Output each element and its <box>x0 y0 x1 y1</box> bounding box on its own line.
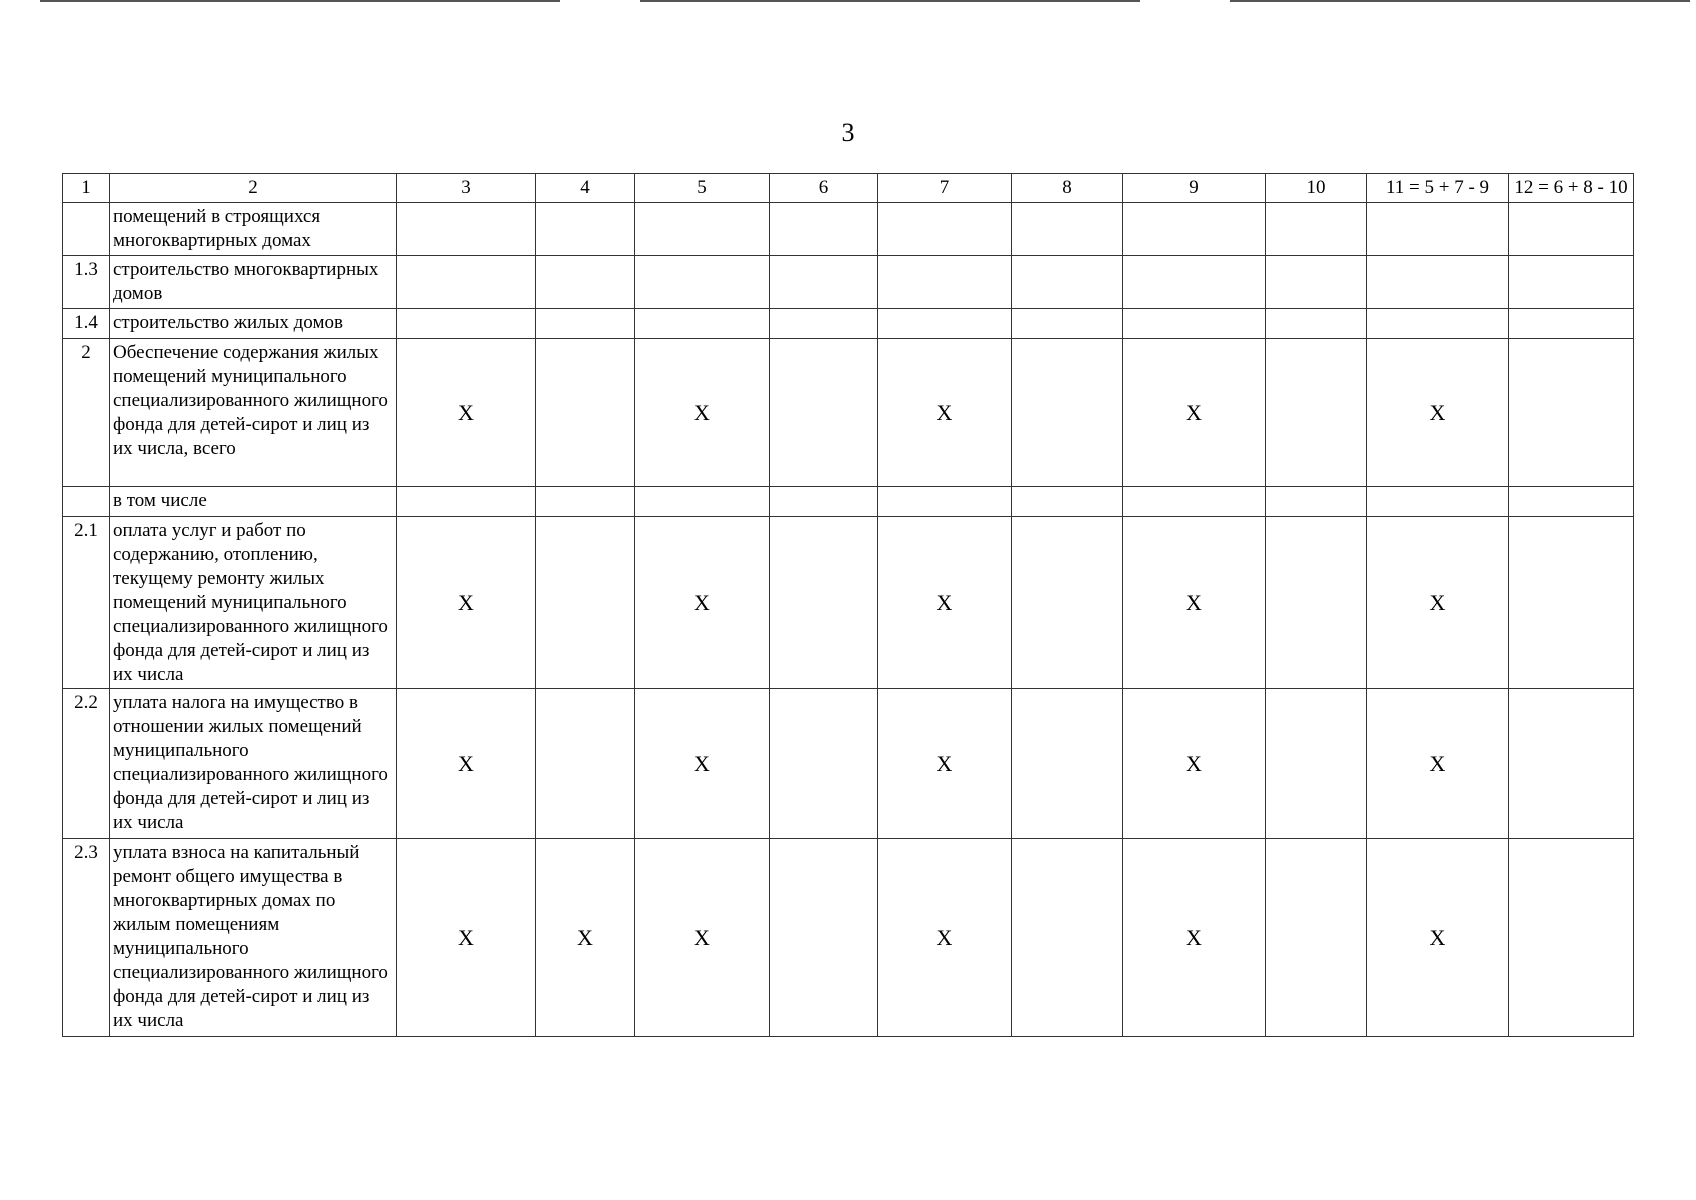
value-cell <box>1509 309 1634 339</box>
value-cell <box>536 689 635 839</box>
value-cell: Х <box>878 839 1012 1037</box>
value-cell <box>1367 203 1509 256</box>
value-cell <box>1123 203 1266 256</box>
row-number: 2 <box>63 339 110 487</box>
value-cell: Х <box>1123 689 1266 839</box>
table-row <box>63 256 1634 309</box>
row-label: строительство жилых домов <box>110 309 397 339</box>
value-cell <box>1123 309 1266 339</box>
value-cell <box>1509 339 1634 487</box>
value-cell <box>878 487 1012 517</box>
value-cell <box>1367 309 1509 339</box>
column-number-header-row <box>63 174 1634 203</box>
value-cell <box>635 256 770 309</box>
table-row <box>63 839 1634 1037</box>
value-cell <box>1012 339 1123 487</box>
scan-edge-line-left <box>40 0 560 2</box>
value-cell: Х <box>1123 517 1266 689</box>
table-row <box>63 487 1634 517</box>
value-cell <box>397 487 536 517</box>
table-row <box>63 203 1634 256</box>
row-number: 2.1 <box>63 517 110 689</box>
value-cell <box>1509 487 1634 517</box>
row-number <box>63 203 110 256</box>
value-cell <box>1266 309 1367 339</box>
column-header: 2 <box>110 174 397 203</box>
table-row <box>63 689 1634 839</box>
value-cell <box>635 487 770 517</box>
value-cell <box>1123 487 1266 517</box>
value-cell <box>770 689 878 839</box>
value-cell <box>1266 517 1367 689</box>
column-header: 3 <box>397 174 536 203</box>
value-cell: Х <box>1367 339 1509 487</box>
value-cell <box>1266 256 1367 309</box>
row-label: в том числе <box>110 487 397 517</box>
budget-table <box>62 173 1634 1037</box>
column-header: 10 <box>1266 174 1367 203</box>
value-cell <box>770 839 878 1037</box>
value-cell <box>1012 256 1123 309</box>
value-cell: Х <box>536 839 635 1037</box>
value-cell: Х <box>1367 689 1509 839</box>
value-cell: Х <box>878 689 1012 839</box>
row-number <box>63 487 110 517</box>
table-row <box>63 517 1634 689</box>
value-cell: Х <box>1123 839 1266 1037</box>
value-cell <box>536 203 635 256</box>
value-cell <box>536 487 635 517</box>
value-cell: Х <box>1367 839 1509 1037</box>
value-cell <box>1012 839 1123 1037</box>
value-cell <box>770 487 878 517</box>
column-header: 9 <box>1123 174 1266 203</box>
value-cell: Х <box>397 839 536 1037</box>
table-row <box>63 309 1634 339</box>
value-cell <box>635 203 770 256</box>
row-number: 2.3 <box>63 839 110 1037</box>
value-cell <box>1123 256 1266 309</box>
row-label: оплата услуг и работ по содержанию, отоплению, текущему ремонту жилых помещений муниципального специализированного жилищного фонда для детей-сирот и лиц из их числа <box>110 517 397 689</box>
column-header: 5 <box>635 174 770 203</box>
value-cell <box>397 203 536 256</box>
column-header: 6 <box>770 174 878 203</box>
value-cell <box>1266 487 1367 517</box>
row-label: уплата взноса на капитальный ремонт общего имущества в многоквартирных домах по жилым помещениям муниципального специализированного жилищного фонда для детей-сирот и лиц из их числа <box>110 839 397 1037</box>
value-cell <box>1012 203 1123 256</box>
value-cell: Х <box>878 339 1012 487</box>
value-cell <box>1266 839 1367 1037</box>
value-cell: Х <box>1367 517 1509 689</box>
value-cell <box>1367 256 1509 309</box>
value-cell <box>536 339 635 487</box>
scan-edge-line-center <box>640 0 1140 2</box>
value-cell <box>1012 309 1123 339</box>
value-cell: Х <box>397 689 536 839</box>
scan-edge-line-right <box>1230 0 1690 2</box>
value-cell <box>878 203 1012 256</box>
value-cell: Х <box>397 339 536 487</box>
value-cell <box>536 517 635 689</box>
value-cell <box>1367 487 1509 517</box>
value-cell <box>1012 689 1123 839</box>
row-label: Обеспечение содержания жилых помещений муниципального специализированного жилищного фонда для детей-сирот и лиц из их числа, всего <box>110 339 397 487</box>
value-cell: Х <box>635 517 770 689</box>
value-cell <box>1012 487 1123 517</box>
value-cell <box>770 256 878 309</box>
row-number: 1.3 <box>63 256 110 309</box>
column-header: 8 <box>1012 174 1123 203</box>
value-cell: Х <box>635 689 770 839</box>
column-header: 7 <box>878 174 1012 203</box>
value-cell <box>878 256 1012 309</box>
page-number: 3 <box>841 118 855 147</box>
column-header: 1 <box>63 174 110 203</box>
value-cell <box>1266 689 1367 839</box>
row-label: строительство многоквартирных домов <box>110 256 397 309</box>
value-cell <box>1266 339 1367 487</box>
row-number: 2.2 <box>63 689 110 839</box>
value-cell <box>536 256 635 309</box>
value-cell: Х <box>878 517 1012 689</box>
value-cell <box>770 203 878 256</box>
value-cell: Х <box>397 517 536 689</box>
value-cell <box>1012 517 1123 689</box>
value-cell <box>1266 203 1367 256</box>
value-cell: Х <box>1123 339 1266 487</box>
value-cell <box>1509 689 1634 839</box>
value-cell <box>770 517 878 689</box>
column-header: 11 = 5 + 7 - 9 <box>1367 174 1509 203</box>
value-cell <box>397 256 536 309</box>
value-cell <box>635 309 770 339</box>
value-cell: Х <box>635 339 770 487</box>
column-header: 12 = 6 + 8 - 10 <box>1509 174 1634 203</box>
value-cell <box>770 339 878 487</box>
value-cell <box>878 309 1012 339</box>
value-cell <box>536 309 635 339</box>
value-cell <box>770 309 878 339</box>
table-row <box>63 339 1634 487</box>
value-cell: Х <box>635 839 770 1037</box>
value-cell <box>1509 517 1634 689</box>
row-label: помещений в строящихся многоквартирных домах <box>110 203 397 256</box>
value-cell <box>1509 256 1634 309</box>
row-label: уплата налога на имущество в отношении жилых помещений муниципального специализированного жилищного фонда для детей-сирот и лиц из их числа <box>110 689 397 839</box>
value-cell <box>397 309 536 339</box>
value-cell <box>1509 203 1634 256</box>
column-header: 4 <box>536 174 635 203</box>
row-number: 1.4 <box>63 309 110 339</box>
value-cell <box>1509 839 1634 1037</box>
